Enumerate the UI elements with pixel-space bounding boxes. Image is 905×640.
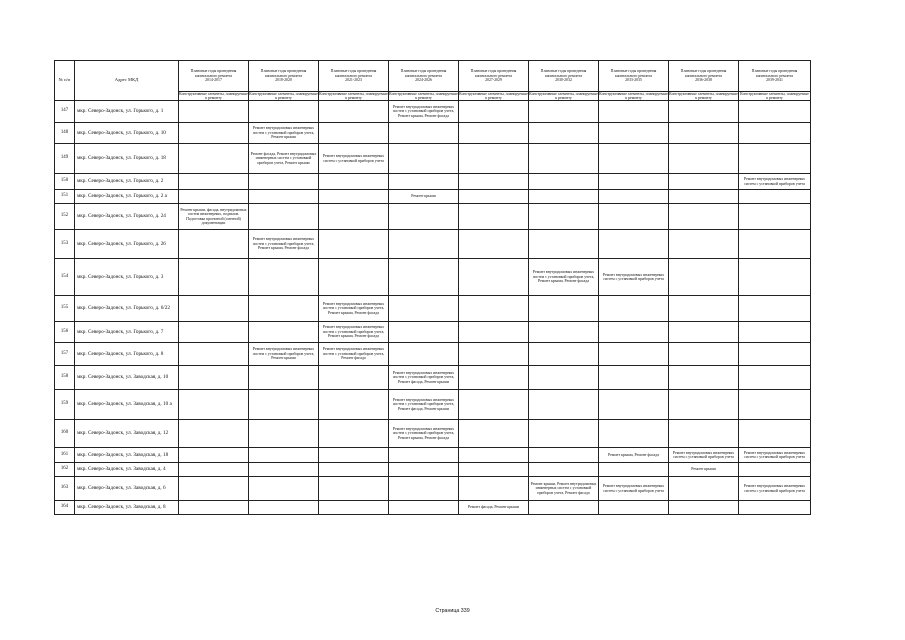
repair-cell (179, 123, 249, 144)
repair-cell (389, 123, 459, 144)
row-address: мкр. Северо-Задонск, ул. Горького, д. 18 (75, 144, 179, 174)
repair-cell: Ремонт крыши (389, 190, 459, 204)
elements-subheader (179, 91, 249, 101)
repair-cell (669, 477, 739, 501)
repair-cell (599, 296, 669, 322)
repair-cell: Ремонт крыши, Ремонт внутридомовых инженерных систем с установкой приборов учета, Ремонт фасада (529, 477, 599, 501)
period-years: 2018-2020 (275, 77, 292, 82)
repair-cell: Ремонт фасада, Ремонт крыши (459, 501, 529, 515)
elements-subheader (529, 91, 599, 101)
repair-cell: Ремонт внутридомовых инженерных систем с установкой приборов учета, Ремонт фасада, Ремонт крыши (389, 366, 459, 390)
repair-cell: Ремонт внутридомовых инженерных систем с установкой приборов учета, Ремонт фасада, Ремонт крыши (389, 390, 459, 420)
repair-cell (179, 322, 249, 343)
repair-cell (739, 390, 811, 420)
repair-cell (389, 144, 459, 174)
repair-cell: Ремонт внутридомовых инженерных систем с установкой приборов учета, Ремонт фасада (319, 343, 389, 366)
elements-subheader-label: Конструктивные элементы, планируемые к ремонту (319, 91, 388, 100)
repair-cell (599, 101, 669, 123)
repair-cell (249, 296, 319, 322)
row-number: 154 (55, 259, 75, 296)
row-number: 147 (55, 101, 75, 123)
table-row (55, 144, 811, 174)
repair-cell (599, 390, 669, 420)
period-header (459, 61, 529, 91)
repair-cell (459, 420, 529, 448)
repair-cell (249, 420, 319, 448)
row-number: 150 (55, 174, 75, 190)
period-title: Плановые годы проведения капитального ремонта (751, 69, 798, 78)
repair-cell (179, 390, 249, 420)
elements-subheader-label: Конструктивные элементы, планируемые к ремонту (459, 91, 528, 100)
table-body (55, 101, 811, 515)
row-number: 159 (55, 390, 75, 420)
repair-cell (459, 390, 529, 420)
repair-cell (739, 101, 811, 123)
repair-cell: Ремонт внутридомовых инженерных систем с установкой приборов учета, Ремонт крыши (249, 343, 319, 366)
repair-cell (599, 343, 669, 366)
repair-cell (669, 420, 739, 448)
repair-cell (249, 477, 319, 501)
table-row (55, 259, 811, 296)
row-address: мкр. Северо-Задонск, ул. Заводская, д. 8 (75, 501, 179, 515)
table-row (55, 123, 811, 144)
elements-subheader (459, 91, 529, 101)
repair-cell (389, 204, 459, 230)
elements-subheader-label: Конструктивные элементы, планируемые к ремонту (599, 91, 668, 100)
repair-cell (389, 296, 459, 322)
period-header (529, 61, 599, 91)
repair-cell (669, 259, 739, 296)
repair-cell (669, 174, 739, 190)
repair-cell (249, 322, 319, 343)
repair-cell (319, 259, 389, 296)
period-years: 2033-2035 (625, 77, 642, 82)
repair-cell (669, 366, 739, 390)
elements-subheader-label: Конструктивные элементы, планируемые к ремонту (529, 91, 598, 100)
repair-cell (529, 101, 599, 123)
row-address: мкр. Северо-Задонск, ул. Заводская, д. 10 (75, 366, 179, 390)
repair-cell (179, 174, 249, 190)
repair-cell: Ремонт крыши, фасада, внутридомовых систем инженерных, подвалов. Подготовка проектной (сметной) документации (179, 204, 249, 230)
repair-cell (179, 366, 249, 390)
repair-cell (529, 204, 599, 230)
row-number: 162 (55, 463, 75, 477)
repair-cell (739, 259, 811, 296)
row-number: 160 (55, 420, 75, 448)
row-number: 158 (55, 366, 75, 390)
row-address: мкр. Северо-Задонск, ул. Заводская, д. 4 (75, 463, 179, 477)
repair-cell (459, 463, 529, 477)
repair-cell (529, 463, 599, 477)
elements-subheader (319, 91, 389, 101)
repair-cell (179, 190, 249, 204)
repair-cell (249, 190, 319, 204)
period-header (669, 61, 739, 91)
repair-cell (529, 296, 599, 322)
period-title: Плановые годы проведения капитального ремонта (330, 69, 377, 78)
repair-cell (529, 420, 599, 448)
period-title: Плановые годы проведения капитального ремонта (190, 69, 237, 78)
row-address: мкр. Северо-Задонск, ул. Горького, д. 2 (75, 174, 179, 190)
row-address: мкр. Северо-Задонск, ул. Заводская, д. 10 а (75, 390, 179, 420)
repair-cell (459, 190, 529, 204)
repair-cell (599, 501, 669, 515)
row-address: мкр. Северо-Задонск, ул. Заводская, д. 6 (75, 477, 179, 501)
period-years: 2021-2023 (345, 77, 362, 82)
repair-cell: Ремонт внутридомовых инженерных систем с установкой приборов учета (319, 144, 389, 174)
period-header (599, 61, 669, 91)
repair-cell (529, 123, 599, 144)
repair-cell (319, 501, 389, 515)
table-row (55, 296, 811, 322)
row-number: 164 (55, 501, 75, 515)
repair-cell (529, 343, 599, 366)
repair-cell: Ремонт внутридомовых инженерных систем с установкой приборов учета, Ремонт крыши, Ремонт фасада (319, 296, 389, 322)
row-address: мкр. Северо-Задонск, ул. Горького, д. 2 а (75, 190, 179, 204)
repair-cell (669, 204, 739, 230)
repair-cell: Ремонт внутридомовых инженерных систем с установкой приборов учета, Ремонт крыши, Ремонт фасада (529, 259, 599, 296)
repair-cell (179, 101, 249, 123)
repair-cell (459, 259, 529, 296)
table-row (55, 463, 811, 477)
repair-cell (319, 174, 389, 190)
elements-subheader-label: Конструктивные элементы, планируемые к ремонту (249, 91, 318, 100)
period-title: Плановые годы проведения капитального ремонта (400, 69, 447, 78)
repair-cell (319, 230, 389, 259)
repair-cell (599, 204, 669, 230)
repair-cell (459, 204, 529, 230)
repair-cell (179, 463, 249, 477)
repair-cell (389, 343, 459, 366)
repair-cell (179, 259, 249, 296)
period-years: 2030-2032 (555, 77, 572, 82)
table-row (55, 230, 811, 259)
repair-cell (599, 174, 669, 190)
period-header (389, 61, 459, 91)
row-address: мкр. Северо-Задонск, ул. Горького, д. 10 (75, 123, 179, 144)
repair-cell (739, 463, 811, 477)
period-years: 2014-2017 (205, 77, 222, 82)
repair-cell (459, 174, 529, 190)
elements-subheader-label: Конструктивные элементы, планируемые к ремонту (669, 91, 738, 100)
repair-cell (319, 366, 389, 390)
repair-cell (459, 296, 529, 322)
repair-cell (249, 448, 319, 463)
table-row (55, 501, 811, 515)
repair-cell (179, 296, 249, 322)
repair-cell: Ремонт внутридомовых инженерных систем с установкой приборов учета, Ремонт крыши, Ремонт фасада (389, 420, 459, 448)
row-number: 161 (55, 448, 75, 463)
repair-cell (319, 390, 389, 420)
table-row (55, 390, 811, 420)
repair-cell (179, 477, 249, 501)
repair-cell: Ремонт крыши (669, 463, 739, 477)
repair-cell (669, 190, 739, 204)
period-title: Плановые годы проведения капитального ремонта (470, 69, 517, 78)
repair-cell (459, 477, 529, 501)
period-years: 2036-2038 (695, 77, 712, 82)
repair-cell (669, 144, 739, 174)
repair-cell: Ремонт внутридомовых инженерных систем с установкой приборов учета (599, 477, 669, 501)
repair-cell (669, 322, 739, 343)
period-years: 2024-2026 (415, 77, 432, 82)
repair-cell (529, 230, 599, 259)
repair-cell (179, 501, 249, 515)
repair-cell (529, 448, 599, 463)
period-header (319, 61, 389, 91)
repair-cell (529, 144, 599, 174)
repair-cell (529, 390, 599, 420)
repair-cell (529, 501, 599, 515)
repair-cell (669, 501, 739, 515)
row-address: мкр. Северо-Задонск, ул. Горького, д. 26 (75, 230, 179, 259)
repair-cell (669, 101, 739, 123)
repair-cell: Ремонт внутридомовых инженерных систем с установкой приборов учета (739, 448, 811, 463)
elements-subheader (249, 91, 319, 101)
period-title: Плановые годы проведения капитального ремонта (260, 69, 307, 78)
row-number: 152 (55, 204, 75, 230)
repair-cell (669, 390, 739, 420)
row-address: мкр. Северо-Задонск, ул. Горького, д. 6/22 (75, 296, 179, 322)
repair-cell (529, 322, 599, 343)
row-number: 155 (55, 296, 75, 322)
repair-cell (179, 420, 249, 448)
table-row (55, 322, 811, 343)
repair-cell (389, 463, 459, 477)
elements-subheader-label: Конструктивные элементы, планируемые к ремонту (740, 91, 809, 100)
row-address: мкр. Северо-Задонск, ул. Горького, д. 24 (75, 204, 179, 230)
elements-subheader-label: Конструктивные элементы, планируемые к ремонту (179, 91, 248, 100)
period-title: Плановые годы проведения капитального ремонта (680, 69, 727, 78)
table-row (55, 101, 811, 123)
table-row (55, 204, 811, 230)
table-row (55, 448, 811, 463)
repair-cell (739, 144, 811, 174)
period-title: Плановые годы проведения капитального ремонта (610, 69, 657, 78)
table-row (55, 174, 811, 190)
repair-cell (459, 123, 529, 144)
repair-cell (459, 448, 529, 463)
period-years: 2039-2041 (766, 77, 783, 82)
repair-cell (599, 463, 669, 477)
num-column-header: № п/п (55, 61, 75, 101)
repair-cell (319, 448, 389, 463)
repair-cell (529, 190, 599, 204)
repair-cell: Ремонт крыши, Ремонт фасада (599, 448, 669, 463)
repair-cell (389, 448, 459, 463)
row-number: 157 (55, 343, 75, 366)
row-address: мкр. Северо-Задонск, ул. Горького, д. 3 (75, 259, 179, 296)
repair-cell (319, 477, 389, 501)
repair-cell (459, 343, 529, 366)
address-column-header: Адрес МКД (75, 61, 179, 101)
row-address: мкр. Северо-Задонск, ул. Заводская, д. 12 (75, 420, 179, 448)
elements-subheader (599, 91, 669, 101)
repair-cell (669, 296, 739, 322)
repair-cell: Ремонт внутридомовых инженерных систем с установкой приборов учета, Ремонт крыши, Ремонт фасада (389, 101, 459, 123)
repair-cell (739, 204, 811, 230)
repair-cell (599, 190, 669, 204)
elements-subheader (389, 91, 459, 101)
repair-cell (529, 174, 599, 190)
row-number: 149 (55, 144, 75, 174)
repair-cell (249, 463, 319, 477)
repair-cell (319, 190, 389, 204)
elements-subheader (739, 91, 811, 101)
table-row (55, 343, 811, 366)
repair-cell (459, 230, 529, 259)
row-address: мкр. Северо-Задонск, ул. Горького, д. 1 (75, 101, 179, 123)
repair-cell (739, 230, 811, 259)
repair-cell (389, 477, 459, 501)
table-row (55, 420, 811, 448)
repair-cell (179, 230, 249, 259)
repair-cell (739, 501, 811, 515)
period-years: 2027-2029 (485, 77, 502, 82)
repair-cell: Ремонт внутридомовых инженерных систем с установкой приборов учета (739, 477, 811, 501)
repair-cell (599, 123, 669, 144)
row-number: 151 (55, 190, 75, 204)
repair-cell (319, 101, 389, 123)
repair-cell (599, 322, 669, 343)
repair-cell (459, 144, 529, 174)
capital-repair-table (54, 60, 811, 515)
repair-cell (739, 190, 811, 204)
table-row (55, 366, 811, 390)
repair-cell (249, 259, 319, 296)
repair-cell: Ремонт внутридомовых инженерных систем с установкой приборов учета, Ремонт крыши, Ремонт фасада (249, 230, 319, 259)
table-row (55, 190, 811, 204)
repair-cell (389, 230, 459, 259)
repair-cell (599, 230, 669, 259)
repair-cell (389, 322, 459, 343)
repair-cell (249, 204, 319, 230)
repair-cell (179, 448, 249, 463)
row-number: 148 (55, 123, 75, 144)
elements-subheader-label: Конструктивные элементы, планируемые к ремонту (389, 91, 458, 100)
repair-cell (739, 366, 811, 390)
row-number: 163 (55, 477, 75, 501)
repair-cell (669, 123, 739, 144)
repair-cell (249, 174, 319, 190)
repair-cell (249, 390, 319, 420)
repair-cell: Ремонт внутридомовых инженерных систем с установкой приборов учета (669, 448, 739, 463)
repair-cell (599, 144, 669, 174)
repair-cell (389, 259, 459, 296)
repair-cell (249, 501, 319, 515)
period-header (249, 61, 319, 91)
repair-cell: Ремонт внутридомовых инженерных систем с установкой приборов учета (739, 174, 811, 190)
repair-cell (739, 420, 811, 448)
period-header (739, 61, 811, 91)
elements-subheader (669, 91, 739, 101)
repair-cell (739, 343, 811, 366)
repair-cell (319, 204, 389, 230)
repair-cell (179, 144, 249, 174)
repair-cell (249, 101, 319, 123)
row-address: мкр. Северо-Задонск, ул. Горького, д. 8 (75, 343, 179, 366)
repair-cell: Ремонт фасада, Ремонт внутридомовых инженерных систем с установкой приборов учета, Ремонт крыши (249, 144, 319, 174)
repair-cell: Ремонт внутридомовых инженерных систем с установкой приборов учета (599, 259, 669, 296)
period-header (179, 61, 249, 91)
period-title: Плановые годы проведения капитального ремонта (540, 69, 587, 78)
repair-cell (179, 343, 249, 366)
repair-cell (739, 296, 811, 322)
repair-cell (669, 343, 739, 366)
page-number: Страница 339 (435, 608, 470, 614)
repair-cell (319, 420, 389, 448)
row-address: мкр. Северо-Задонск, ул. Заводская, д. 18 (75, 448, 179, 463)
table-row (55, 477, 811, 501)
repair-cell (739, 123, 811, 144)
repair-cell (739, 322, 811, 343)
repair-cell (319, 463, 389, 477)
row-address: мкр. Северо-Задонск, ул. Горького, д. 7 (75, 322, 179, 343)
repair-cell (389, 501, 459, 515)
repair-cell (459, 322, 529, 343)
row-number: 156 (55, 322, 75, 343)
repair-cell (529, 366, 599, 390)
repair-cell (599, 420, 669, 448)
repair-cell (319, 123, 389, 144)
repair-cell (669, 230, 739, 259)
repair-cell: Ремонт внутридомовых инженерных систем с установкой приборов учета, Ремонт крыши, Ремонт фасада (319, 322, 389, 343)
table-header-row (55, 61, 811, 91)
repair-cell (599, 366, 669, 390)
row-number: 153 (55, 230, 75, 259)
repair-cell (459, 366, 529, 390)
repair-cell: Ремонт внутридомовых инженерных систем с установкой приборов учета, Ремонт крыши (249, 123, 319, 144)
repair-cell (389, 174, 459, 190)
repair-cell (249, 366, 319, 390)
repair-cell (459, 101, 529, 123)
